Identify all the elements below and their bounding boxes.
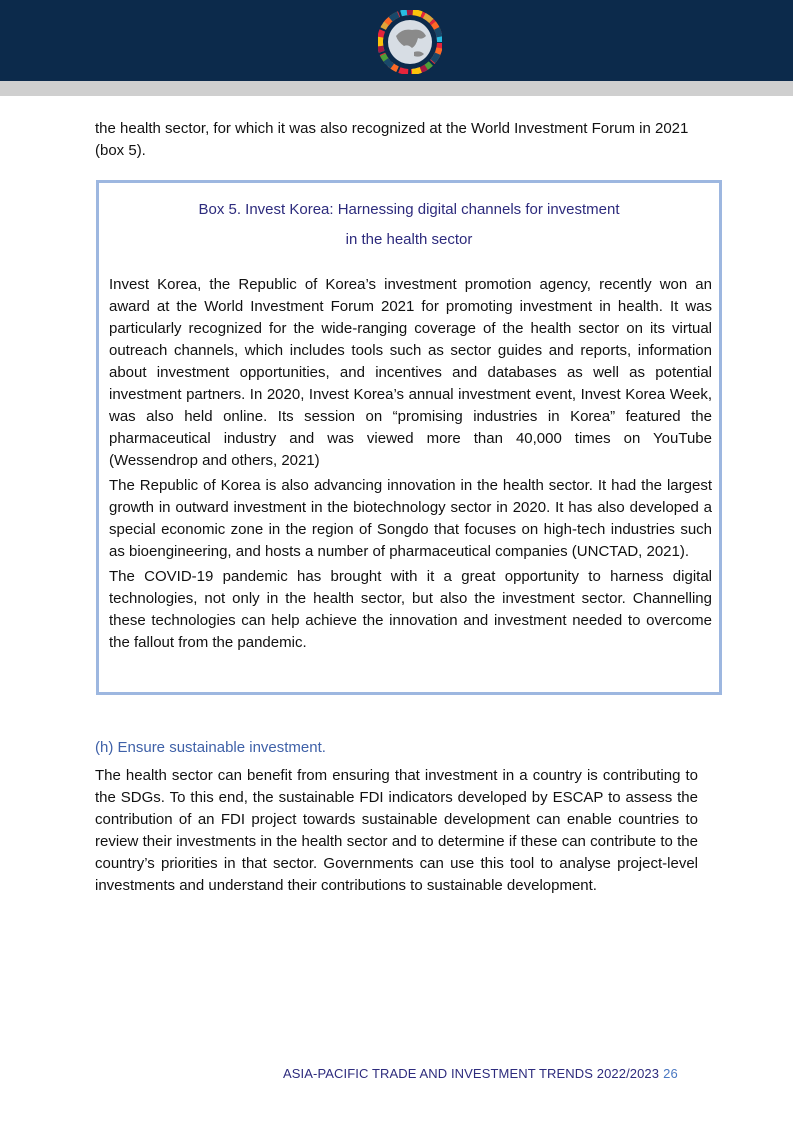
intro-paragraph: the health sector, for which it was also recognized at the World Investment Forum in 2021 (box 5).	[95, 120, 689, 159]
box-title-line2: in the health sector	[345, 231, 473, 248]
box-body	[109, 274, 712, 657]
section-body: The health sector can benefit from ensuring that investment in a country is contributing to the SDGs. To this end, the sustainable FDI indicators developed by ESCAP to assess the contribution of an FDI project towards sustainable development can enable countries to review their investments in the health sector and to determine if these can contribute to the country’s priorities in that sector. Governments can use this tool to analyse project-level investments and understand their contributions to sustainable development.	[95, 767, 698, 894]
header-strip	[0, 81, 793, 96]
box-title-line1: Box 5. Invest Korea: Harnessing digital channels for investment	[198, 201, 620, 218]
box-paragraph: The COVID-19 pandemic has brought with it a great opportunity to harness digital technologies, not only in the health sector, but also the investment sector. Channelling these technologies can help achieve the innovation and investment needed to overcome the fallout from the pandemic.	[109, 568, 712, 651]
box-paragraph: Invest Korea, the Republic of Korea’s investment promotion agency, recently won an award at the World Investment Forum 2021 for promoting investment in health. It was particularly recognized for the wide-ranging coverage of the health sector on its virtual outreach channels, which includes tools such as sector guides and reports, information about investment opportunities, and incentives and databases as well as potential investment partners. In 2020, Invest Korea’s annual investment event, Invest Korea Week, was also held online. Its session on “promising industries in Korea” featured the pharmaceutical industry and was viewed more than 40,000 times on YouTube (Wessendrop and others, 2021)	[109, 276, 712, 469]
sdg-asia-pacific-globe-icon	[378, 10, 442, 74]
footer-title: ASIA-PACIFIC TRADE AND INVESTMENT TRENDS 2022/2023	[283, 1066, 660, 1081]
page-number: 26	[663, 1066, 678, 1081]
page-footer	[283, 1066, 678, 1081]
box-paragraph: The Republic of Korea is also advancing innovation in the health sector. It had the largest growth in outward investment in the biotechnology sector in 2020. It has also developed a special economic zone in the region of Songdo that focuses on high-tech industries such as bioengineering, and hosts a number of pharmaceutical companies (UNCTAD, 2021).	[109, 477, 712, 560]
box-5-invest-korea	[96, 180, 722, 695]
section-heading: (h) Ensure sustainable investment.	[95, 739, 326, 756]
